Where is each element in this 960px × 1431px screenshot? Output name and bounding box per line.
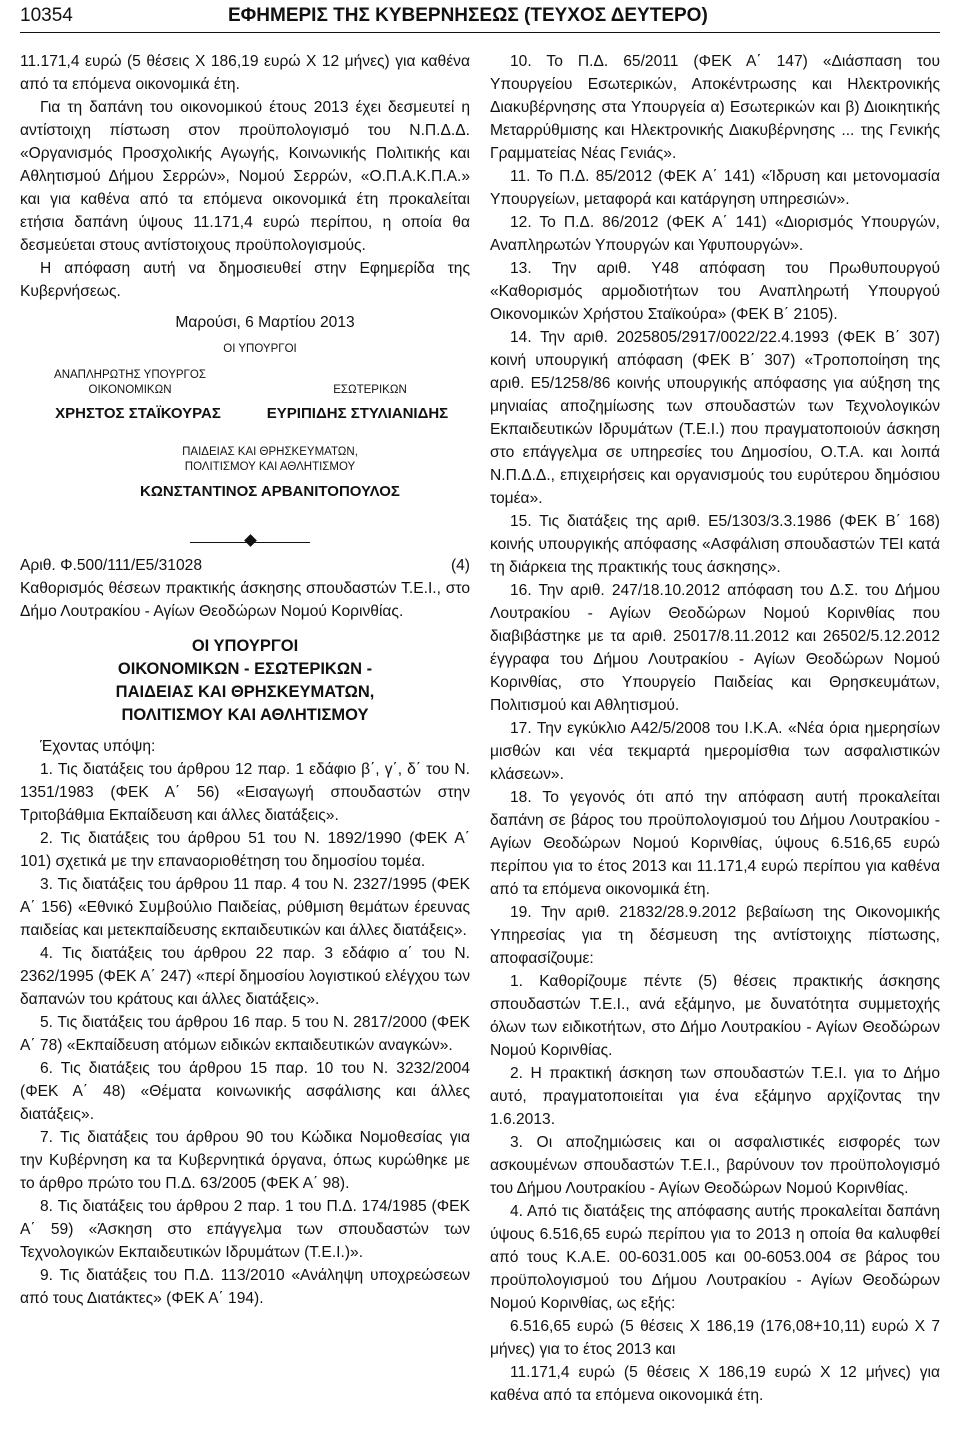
decision-index: (4) (450, 557, 470, 574)
cost-line: 11.171,4 ευρώ (5 θέσεις Χ 186,19 ευρώ Χ 12 μήνες) για καθένα από τα επόμενα οικονομικά έτη. (490, 1364, 940, 1404)
list-item: 6. Τις διατάξεις του άρθρου 15 παρ. 10 του Ν. 3232/2004 (ΦΕΚ Α΄ 48) «Θέματα κοινωνικής ασφάλισης και άλλες διατάξεις». (20, 1060, 470, 1123)
list-item: 3. Τις διατάξεις του άρθρου 11 παρ. 4 του Ν. 2327/1995 (ΦΕΚ Α΄ 156) «Εθνικό Συμβούλιο Παιδείας, ρύθμιση θεμάτων έρευνας παιδείας και μετεκπαίδευσης εκπαιδευτικών και άλλες διατάξεις». (20, 876, 470, 939)
list-item: 7. Τις διατάξεις του άρθρου 90 του Κώδικα Νομοθεσίας για την Κυβέρνηση κα τα Κυβερνητικά όργανα, όπως κυρώθηκε με το άρθρο πρώτο του Π.Δ. 63/2005 (ΦΕΚ Α΄ 98). (20, 1129, 470, 1192)
list-item: 16. Την αριθ. 247/18.10.2012 απόφαση του Δ.Σ. του Δήμου Λουτρακίου - Αγίων Θεοδώρων Νομού Κορινθίας που διαβιβάστηκε με τα αριθ. 25017/8.11.2012 και 26502/5.12.2012 έγγραφα του Δήμου Λουτρακίου - Αγίων Θεοδώρων Νομού Κορινθίας, στο Υπουργείο Παιδείας και Θρησκευμάτων, Πολιτισμού και Αθλητισμού. (490, 582, 940, 714)
education-minister-title (120, 445, 420, 475)
list-item: 15. Τις διατάξεις της αριθ. Ε5/1303/3.3.1986 (ΦΕΚ Β΄ 168) κοινής υπουργικής απόφασης «Ασφάλιση σπουδαστών ΤΕΙ κατά τη διάρκεια της πρακτικής τους άσκησης». (490, 513, 940, 576)
list-item: 2. Τις διατάξεις του άρθρου 51 του Ν. 1892/1990 (ΦΕΚ Α΄ 101) σχετικά με την επαναοριοθέτηση του δημοσίου τομέα. (20, 830, 470, 870)
page-number: 10354 (20, 5, 73, 26)
spacer (20, 727, 470, 735)
list-item: 9. Τις διατάξεις του Π.Δ. 113/2010 «Ανάληψη υποχρεώσεων από τους Διατάκτες» (ΦΕΚ Α΄ 194). (20, 1267, 470, 1307)
spacer (20, 623, 470, 635)
interior-minister-title: ΕΣΩΤΕΡΙΚΩΝ (333, 384, 407, 396)
cost-line: 6.516,65 ευρώ (5 θέσεις Χ 186,19 (176,08+10,11) ευρώ Χ 7 μήνες) για το έτος 2013 και (490, 1318, 940, 1358)
ministers-heading: ΟΙ ΥΠΟΥΡΓΟΙ (223, 343, 297, 355)
header-rule (20, 32, 940, 33)
decision-article: 3. Οι αποζημιώσεις και οι ασφαλιστικές εισφορές των ασκουμένων σπουδαστών Τ.Ε.Ι., βαρύνουν τον προϋπολογισμό του Δήμου Λουτρακίου - Αγίων Θεοδώρων Νομού Κορινθίας. (490, 1134, 940, 1197)
interior-minister-name: ΕΥΡΙΠΙΔΗΣ ΣΤΥΛΙΑΝΙΔΗΣ (266, 405, 449, 422)
list-item: 5. Τις διατάξεις του άρθρου 16 παρ. 5 του Ν. 2817/2000 (ΦΕΚ Α΄ 78) «Εκπαίδευση ατόμων ειδικών εκπαιδευτικών αναγκών». (20, 1014, 470, 1054)
decision-article: 2. Η πρακτική άσκηση των σπουδαστών Τ.Ε.Ι. για το Δήμο αυτό, πραγματοποιείται για ένα εξάμηνο αρχίζοντας την 1.6.2013. (490, 1065, 940, 1128)
list-item: 8. Τις διατάξεις του άρθρου 2 παρ. 1 του Π.Δ. 174/1985 (ΦΕΚ Α΄ 59) «Άσκηση στο επάγγελμα των σπουδαστών των Τεχνολογικών Εκπαιδευτικών Ιδρυμάτων (Τ.Ε.Ι.)». (20, 1198, 470, 1261)
diamond-icon (244, 534, 257, 547)
decision-heading-line: ΠΑΙΔΕΙΑΣ ΚΑΙ ΘΡΗΣΚΕΥΜΑΤΩΝ, (115, 683, 375, 701)
section-divider (20, 532, 470, 554)
list-item: 17. Την εγκύκλιο Α42/5/2008 του Ι.Κ.Α. «Νέα όρια ημερησίων μισθών και νέα τεκμαρτά ημερομίσθια των ασφαλιστικών κλάσεων». (490, 720, 940, 783)
paragraph: 11.171,4 ευρώ (5 θέσεις Χ 186,19 ευρώ Χ 12 μήνες) για καθένα από τα επόμενα οικονομικά έτη. (20, 53, 470, 93)
list-item: 19. Την αριθ. 21832/28.9.2012 βεβαίωση της Οικονομικής Υπηρεσίας για τη δέσμευση της αντίστοιχης πίστωσης, αποφασίζουμε: (490, 904, 940, 967)
signature-place-date: Μαρούσι, 6 Μαρτίου 2013 (175, 314, 355, 331)
deputy-title-line2: ΟΙΚΟΝΟΜΙΚΩΝ (88, 384, 172, 396)
decision-article: 1. Καθορίζουμε πέντε (5) θέσεις πρακτικής άσκησης σπουδαστών Τ.Ε.Ι., ανά εξάμηνο, με δυνατότητα συμμετοχής όλων των ειδικοτήτων, στο Δήμο Λουτρακίου - Αγίων Θεοδώρων Νομού Κορινθίας. (490, 973, 940, 1059)
decision-subject: Καθορισμός θέσεων πρακτικής άσκησης σπουδαστών Τ.Ε.Ι., στο Δήμο Λουτρακίου - Αγίων Θεοδώρων Νομού Κορινθίας. (20, 580, 470, 620)
decision-heading-line: ΟΙΚΟΝΟΜΙΚΩΝ - ΕΣΩΤΕΡΙΚΩΝ - (117, 660, 373, 678)
deputy-title-line1: ΑΝΑΠΛΗΡΩΤΗΣ ΥΠΟΥΡΓΟΣ (54, 369, 206, 381)
paragraph: Η απόφαση αυτή να δημοσιευθεί στην Εφημερίδα της Κυβερνήσεως. (20, 260, 470, 300)
decision-reference (20, 554, 470, 577)
gazette-title: ΕΦΗΜΕΡΙΣ ΤΗΣ ΚΥΒΕΡΝΗΣΕΩΣ (ΤΕΥΧΟΣ ΔΕΥΤΕΡΟ) (228, 5, 708, 26)
list-item: 14. Την αριθ. 2025805/2917/0022/22.4.1993 (ΦΕΚ Β΄ 307) κοινή υπουργική απόφαση (ΦΕΚ Β΄ 307) «Τροποποίηση της αριθ. Ε5/1258/86 κοινής υπουργικής απόφασης για αύξηση της μηνιαίας αποζημίωσης των σπουδαστών των Τεχνολογικών Εκπαιδευτικών Ιδρυμάτων (Τ.Ε.Ι.) που πραγματοποιούν άσκηση στο επάγγελμα σε υπηρεσίες του Δημοσίου, Ο.Τ.Α. και λοιπά Ν.Π.Δ.Δ., επιχειρήσεις και οργανισμούς του ευρύτερου δημόσιου τομέα». (490, 329, 940, 507)
decision-number: Αριθ. Φ.500/111/Ε5/31028 (20, 557, 202, 574)
list-item: 18. Το γεγονός ότι από την απόφαση αυτή προκαλείται δαπάνη σε βάρος του προϋπολογισμού του Δήμου Λουτρακίου - Αγίων Θεοδώρων Νομού Κορινθίας, ύψους 6.516,65 ευρώ περίπου για το έτος 2013 και 11.171,4 ευρώ περίπου για καθένα από τα επόμενα οικονομικά έτη. (490, 789, 940, 898)
paragraph: Για τη δαπάνη του οικονομικού έτους 2013 έχει δεσμευτεί η αντίστοιχη πίστωση στον προϋπολογισμό του Ν.Π.Δ.Δ. «Οργανισμός Προσχολικής Αγωγής, Κοινωνικής Πολιτικής και Αθλητισμού Δήμου Σερρών», Νομού Σερρών, «Ο.Π.Α.Κ.Π.Α.» και για καθένα από τα επόμενα οικονομικά έτη προκαλείται ετήσια δαπάνη ύψους 11.171,4 ευρώ περίπου, η οποία θα δεσμεύεται στους αντίστοιχους προϋπολογισμούς. (20, 99, 470, 254)
list-item: 13. Την αριθ. Υ48 απόφαση του Πρωθυπουργού «Καθορισμός αρμοδιοτήτων του Αναπληρωτή Υπουργού Οικονομικών Χρήστου Σταϊκούρα» (ΦΕΚ Β΄ 2105). (490, 260, 940, 323)
list-item: 4. Τις διατάξεις του άρθρου 22 παρ. 3 εδάφιο α΄ του Ν. 2362/1995 (ΦΕΚ Α΄ 247) «περί δημοσίου λογιστικού ελέγχου των δαπανών του κράτους και άλλες διατάξεις». (20, 945, 470, 1008)
list-item: 10. Το Π.Δ. 65/2011 (ΦΕΚ Α΄ 147) «Διάσπαση του Υπουργείου Εσωτερικών, Αποκέντρωσης και Ηλεκτρονικής Διακυβέρνησης στα Υπουργεία α) Εσωτερικών και β) Διοικητικής Μεταρρύθμισης και Ηλεκτρονικής Διακυβέρνησης ... της Γενικής Γραμματείας Νέας Γενιάς». (490, 53, 940, 162)
list-item: 11. Το Π.Δ. 85/2012 (ΦΕΚ Α΄ 141) «Ίδρυση και μετονομασία Υπουργείων, μεταφορά και κατάργηση υπηρεσιών». (490, 168, 940, 208)
having-regard: Έχοντας υπόψη: (40, 738, 156, 755)
list-item: 1. Τις διατάξεις του άρθρου 12 παρ. 1 εδάφιο β΄, γ΄, δ΄ του Ν. 1351/1983 (ΦΕΚ Α΄ 56) «Εισαγωγή σπουδαστών στην Τριτοβάθμια Εκπαίδευση και άλλες διατάξεις». (20, 761, 470, 824)
signature-block (20, 342, 470, 532)
education-title-line2: ΠΟΛΙΤΙΣΜΟΥ ΚΑΙ ΑΘΛΗΤΙΣΜΟΥ (184, 461, 356, 473)
left-column (20, 50, 470, 1310)
right-column (490, 50, 940, 1407)
deputy-minister-name: ΧΡΗΣΤΟΣ ΣΤΑΪΚΟΥΡΑΣ (55, 405, 221, 422)
page-header (20, 2, 940, 30)
education-title-line1: ΠΑΙΔΕΙΑΣ ΚΑΙ ΘΡΗΣΚΕΥΜΑΤΩΝ, (182, 446, 358, 458)
deputy-minister-title (20, 368, 240, 398)
decision-article: 4. Από τις διατάξεις της απόφασης αυτής προκαλείται δαπάνη ύψους 6.516,65 ευρώ περίπου για το 2013 η οποία θα καλυφθεί από τους Κ.Α.Ε. 00-6031.005 και 00-6053.004 σε βάρος του προϋπολογισμού του Δήμου Λουτρακίου - Αγίων Θεοδώρων Νομού Κορινθίας, ως εξής: (490, 1203, 940, 1312)
list-item: 12. Το Π.Δ. 86/2012 (ΦΕΚ Α΄ 141) «Διορισμός Υπουργών, Αναπληρωτών Υπουργών και Υφυπουργών». (490, 214, 940, 254)
decision-heading-line: ΠΟΛΙΤΙΣΜΟΥ ΚΑΙ ΑΘΛΗΤΙΣΜΟΥ (121, 706, 369, 724)
education-minister-name: ΚΩΝΣΤΑΝΤΙΝΟΣ ΑΡΒΑΝΙΤΟΠΟΥΛΟΣ (140, 483, 400, 500)
decision-heading-line: ΟΙ ΥΠΟΥΡΓΟΙ (191, 637, 299, 655)
